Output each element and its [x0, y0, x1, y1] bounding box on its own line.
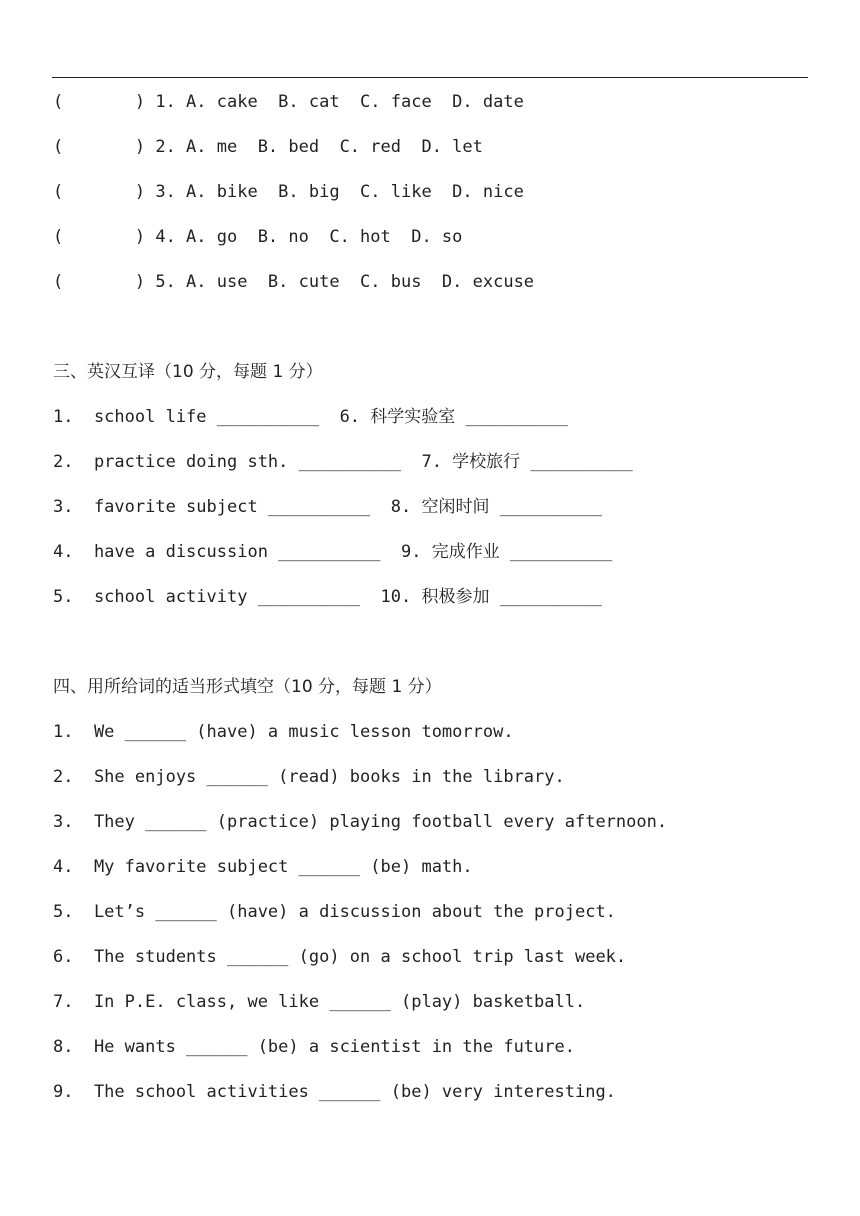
fill-blank-question-8: 8. He wants ______ (be) a scientist in the future.: [53, 1037, 575, 1057]
translation-row-5: 5. school activity __________ 10. 积极参加 __________: [53, 587, 603, 607]
choice-question-4: ( ) 4. A. go B. no C. hot D. so: [53, 227, 463, 247]
translation-row-2: 2. practice doing sth. __________ 7. 学校旅行 __________: [53, 452, 633, 472]
top-divider-line: [52, 77, 808, 78]
section-4-heading: 四、用所给词的适当形式填空（10 分，每题 1 分）: [53, 677, 442, 697]
fill-blank-question-9: 9. The school activities ______ (be) very interesting.: [53, 1082, 616, 1102]
translation-row-1: 1. school life __________ 6. 科学实验室 __________: [53, 407, 568, 427]
choice-question-5: ( ) 5. A. use B. cute C. bus D. excuse: [53, 272, 535, 292]
fill-blank-question-4: 4. My favorite subject ______ (be) math.: [53, 857, 473, 877]
choice-question-1: ( ) 1. A. cake B. cat C. face D. date: [53, 92, 524, 112]
fill-blank-question-3: 3. They ______ (practice) playing football every afternoon.: [53, 812, 668, 832]
fill-blank-question-5: 5. Let’s ______ (have) a discussion about the project.: [53, 902, 616, 922]
fill-blank-question-1: 1. We ______ (have) a music lesson tomorrow.: [53, 722, 514, 742]
section-3-heading: 三、英汉互译（10 分，每题 1 分）: [53, 362, 323, 382]
fill-blank-question-7: 7. In P.E. class, we like ______ (play) basketball.: [53, 992, 586, 1012]
choice-question-3: ( ) 3. A. bike B. big C. like D. nice: [53, 182, 524, 202]
translation-row-3: 3. favorite subject __________ 8. 空闲时间 __________: [53, 497, 603, 517]
fill-blank-question-6: 6. The students ______ (go) on a school trip last week.: [53, 947, 627, 967]
choice-question-2: ( ) 2. A. me B. bed C. red D. let: [53, 137, 483, 157]
fill-blank-question-2: 2. She enjoys ______ (read) books in the library.: [53, 767, 565, 787]
translation-row-4: 4. have a discussion __________ 9. 完成作业 __________: [53, 542, 613, 562]
